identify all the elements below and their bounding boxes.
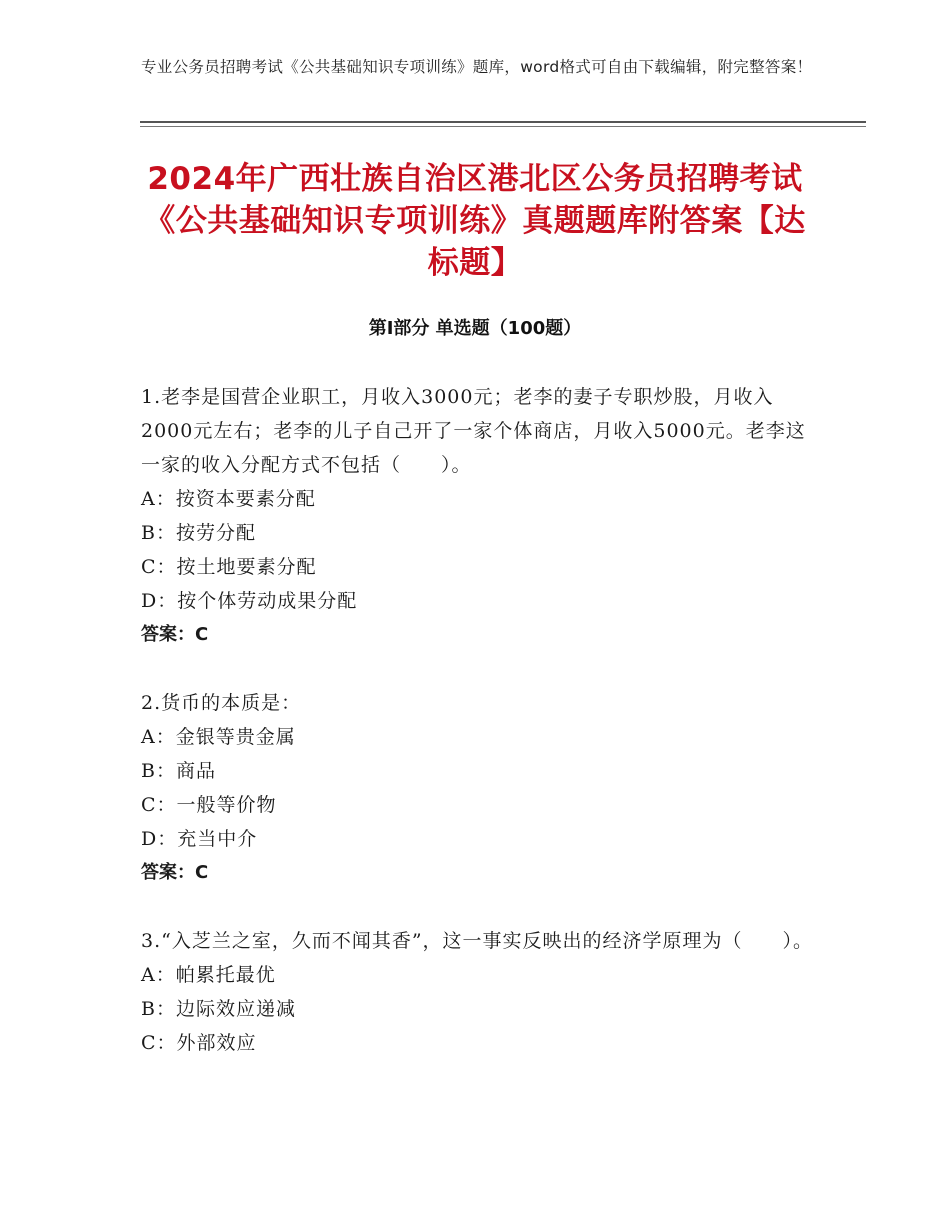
option-c: C：一般等价物: [141, 794, 277, 816]
header-note: 专业公务员招聘考试《公共基础知识专项训练》题库，word格式可自由下载编辑，附完整答案！: [141, 58, 813, 76]
document-title: 2024年广西壮族自治区港北区公务员招聘考试《公共基础知识专项训练》真题题库附答案【达标题】: [144, 161, 806, 281]
option-a: A：帕累托最优: [141, 964, 276, 986]
option-d: D：充当中介: [141, 828, 258, 850]
option-c: C：按土地要素分配: [141, 556, 317, 578]
question-2: [141, 686, 821, 890]
option-b: B：商品: [141, 760, 216, 782]
question-3: [141, 924, 821, 1060]
question-1: [141, 380, 821, 652]
answer: 答案：C: [141, 862, 209, 883]
question-list: [141, 380, 821, 1094]
question-stem: 1.老李是国营企业职工，月收入3000元；老李的妻子专职炒股，月收入2000元左右；老李的儿子自己开了一家个体商店，月收入5000元。老李这一家的收入分配方式不包括（ ）。: [141, 386, 806, 476]
option-c: C：外部效应: [141, 1032, 257, 1054]
question-stem: 2.货币的本质是：: [141, 692, 302, 714]
header-rule-thin: [140, 126, 866, 127]
option-a: A：按资本要素分配: [141, 488, 316, 510]
option-b: B：边际效应递减: [141, 998, 296, 1020]
option-d: D：按个体劳动成果分配: [141, 590, 358, 612]
option-a: A：金银等贵金属: [141, 726, 296, 748]
question-stem: 3.“入芝兰之室，久而不闻其香”，这一事实反映出的经济学原理为（ ）。: [141, 930, 814, 952]
header-rule-thick: [140, 121, 866, 123]
answer: 答案：C: [141, 624, 209, 645]
option-b: B：按劳分配: [141, 522, 256, 544]
section-heading: 第Ⅰ部分 单选题（100题）: [368, 318, 582, 339]
